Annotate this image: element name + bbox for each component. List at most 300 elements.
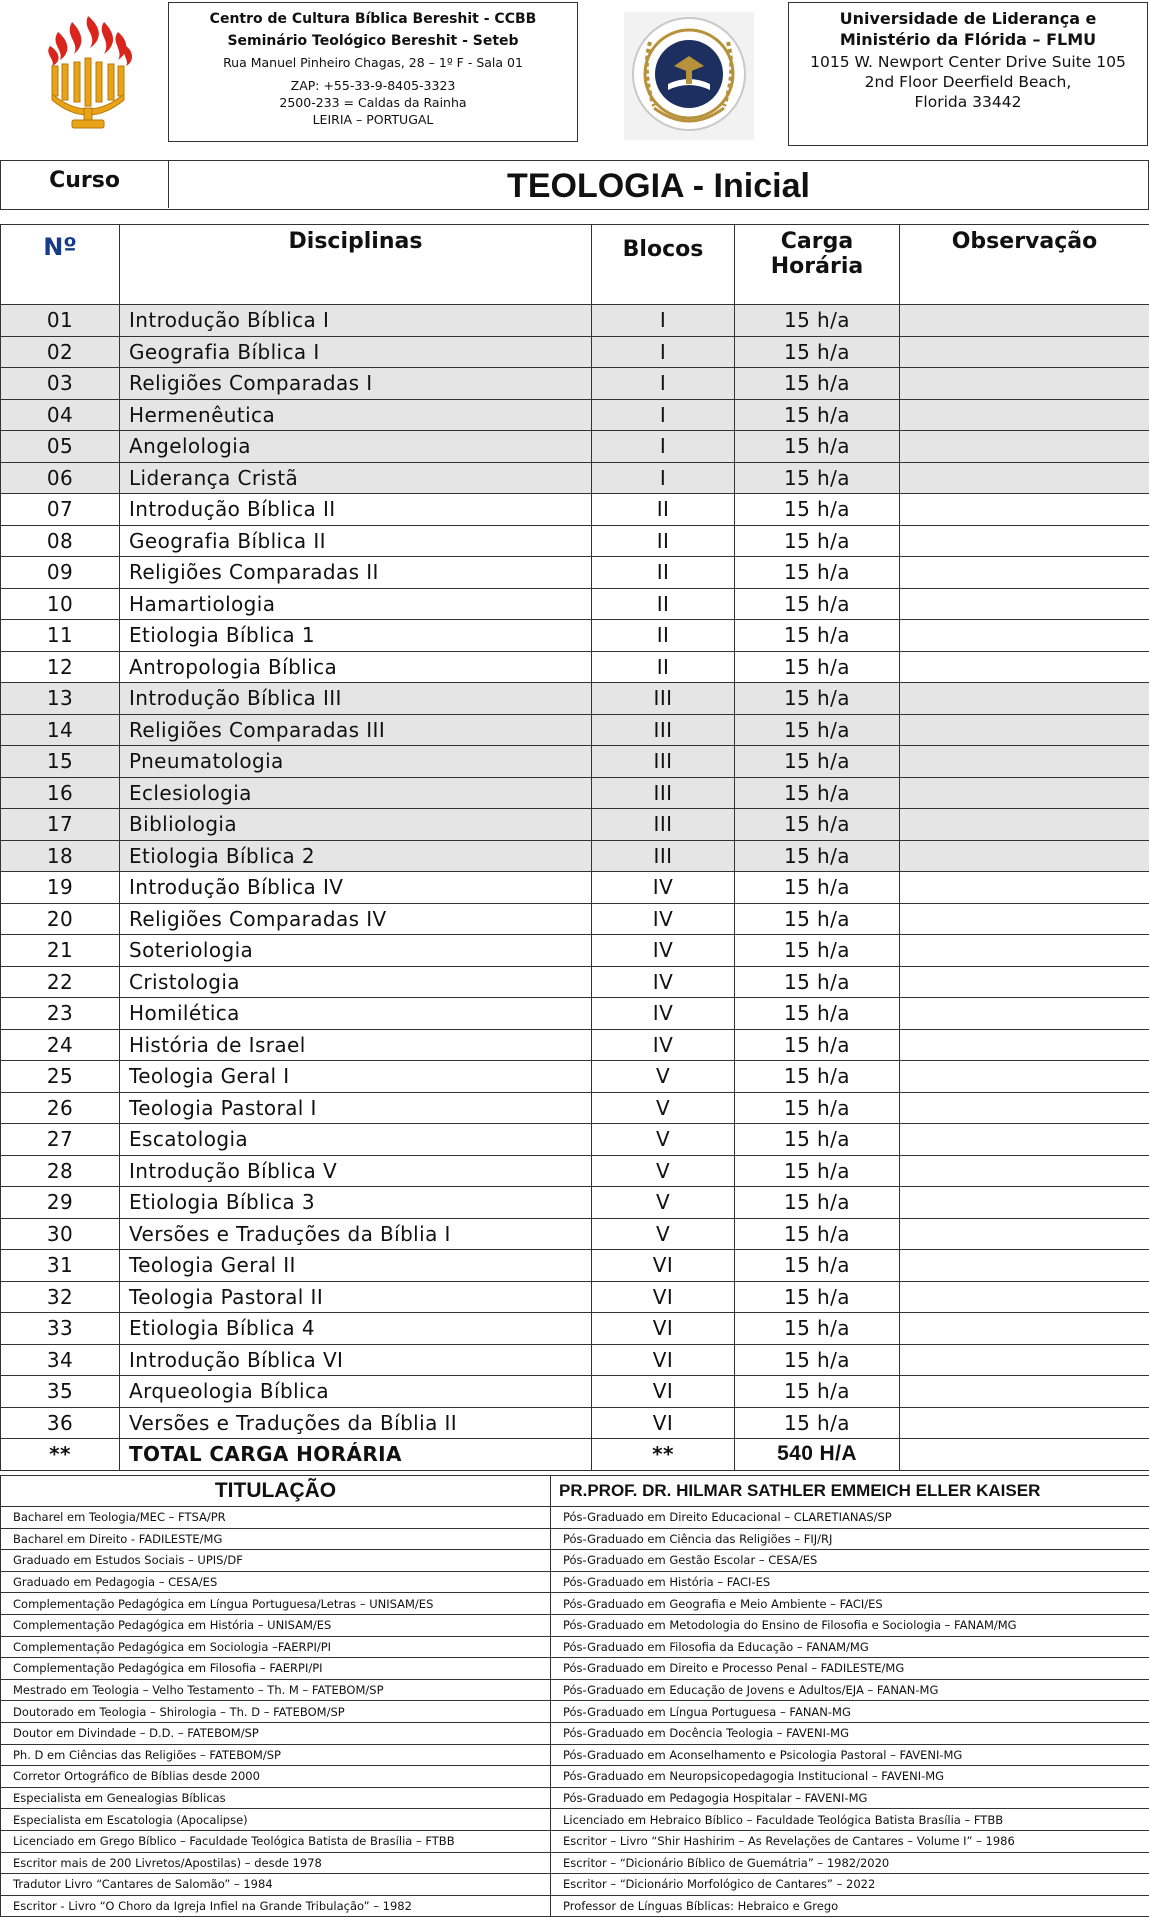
row-bloco: IV bbox=[592, 903, 735, 935]
row-bloco: V bbox=[592, 1155, 735, 1187]
row-observation bbox=[900, 872, 1149, 904]
row-number: 11 bbox=[1, 620, 120, 652]
row-hours: 15 h/a bbox=[735, 777, 900, 809]
row-bloco: III bbox=[592, 746, 735, 778]
row-discipline: Introdução Bíblica III bbox=[120, 683, 592, 715]
row-discipline: Introdução Bíblica I bbox=[120, 305, 592, 337]
title-right-item: Escritor – Livro “Shir Hashirim – As Revelações de Cantares – Volume I” – 1986 bbox=[551, 1830, 1149, 1852]
row-observation bbox=[900, 1124, 1149, 1156]
table-row bbox=[1, 714, 1149, 746]
course-title: TEOLOGIA - Inicial bbox=[169, 161, 1148, 208]
titles-row bbox=[1, 1550, 1149, 1572]
row-discipline: Religiões Comparadas IV bbox=[120, 903, 592, 935]
row-discipline: Introdução Bíblica IV bbox=[120, 872, 592, 904]
title-left-item: Complementação Pedagógica em Sociologia –FAERPI/PI bbox=[1, 1636, 551, 1658]
row-observation bbox=[900, 683, 1149, 715]
row-number: 12 bbox=[1, 651, 120, 683]
row-observation bbox=[900, 336, 1149, 368]
row-number: 09 bbox=[1, 557, 120, 589]
row-observation bbox=[900, 557, 1149, 589]
titles-header-row bbox=[1, 1476, 1149, 1507]
row-observation bbox=[900, 431, 1149, 463]
table-row bbox=[1, 1124, 1149, 1156]
row-hours: 15 h/a bbox=[735, 588, 900, 620]
row-hours: 15 h/a bbox=[735, 935, 900, 967]
header-observacao: Observação bbox=[900, 225, 1149, 305]
table-row bbox=[1, 557, 1149, 589]
header-carga-line1: Carga bbox=[735, 229, 899, 254]
row-bloco: VI bbox=[592, 1250, 735, 1282]
title-right-item: Licenciado em Hebraico Bíblico – Faculdade Teológica Batista Brasília – FTBB bbox=[551, 1809, 1149, 1831]
row-hours: 15 h/a bbox=[735, 1376, 900, 1408]
titles-row bbox=[1, 1571, 1149, 1593]
total-row bbox=[1, 1439, 1149, 1471]
row-discipline: Cristologia bbox=[120, 966, 592, 998]
row-discipline: Arqueologia Bíblica bbox=[120, 1376, 592, 1408]
row-hours: 15 h/a bbox=[735, 1061, 900, 1093]
row-hours: 15 h/a bbox=[735, 1124, 900, 1156]
header-carga-line2: Horária bbox=[735, 254, 899, 279]
table-row bbox=[1, 1061, 1149, 1093]
title-right-item: Professor de Línguas Bíblicas: Hebraico e Grego bbox=[551, 1895, 1149, 1917]
title-left-item: Especialista em Escatologia (Apocalipse) bbox=[1, 1809, 551, 1831]
row-number: 16 bbox=[1, 777, 120, 809]
row-number: 05 bbox=[1, 431, 120, 463]
table-row bbox=[1, 336, 1149, 368]
table-row bbox=[1, 1281, 1149, 1313]
row-discipline: Etiologia Bíblica 4 bbox=[120, 1313, 592, 1345]
titles-row bbox=[1, 1787, 1149, 1809]
row-number: 35 bbox=[1, 1376, 120, 1408]
table-row bbox=[1, 903, 1149, 935]
row-bloco: IV bbox=[592, 935, 735, 967]
row-observation bbox=[900, 525, 1149, 557]
row-bloco: I bbox=[592, 462, 735, 494]
header-blocos: Blocos bbox=[592, 225, 735, 305]
row-discipline: Homilética bbox=[120, 998, 592, 1030]
row-number: 26 bbox=[1, 1092, 120, 1124]
row-discipline: Soteriologia bbox=[120, 935, 592, 967]
row-hours: 15 h/a bbox=[735, 903, 900, 935]
row-discipline: Geografia Bíblica I bbox=[120, 336, 592, 368]
row-hours: 15 h/a bbox=[735, 368, 900, 400]
table-row bbox=[1, 399, 1149, 431]
row-observation bbox=[900, 1250, 1149, 1282]
row-number: 33 bbox=[1, 1313, 120, 1345]
row-bloco: I bbox=[592, 368, 735, 400]
row-observation bbox=[900, 494, 1149, 526]
row-observation bbox=[900, 651, 1149, 683]
flmu-address-line2: 2nd Floor Deerfield Beach, bbox=[789, 73, 1147, 91]
titles-row bbox=[1, 1744, 1149, 1766]
title-left-item: Doutorado em Teologia – Shirologia – Th. D – FATEBOM/SP bbox=[1, 1701, 551, 1723]
row-number: 25 bbox=[1, 1061, 120, 1093]
row-discipline: Eclesiologia bbox=[120, 777, 592, 809]
row-bloco: I bbox=[592, 336, 735, 368]
table-row bbox=[1, 462, 1149, 494]
row-hours: 15 h/a bbox=[735, 998, 900, 1030]
row-bloco: VI bbox=[592, 1376, 735, 1408]
row-bloco: II bbox=[592, 525, 735, 557]
row-observation bbox=[900, 1187, 1149, 1219]
row-discipline: Introdução Bíblica V bbox=[120, 1155, 592, 1187]
disciplines-body bbox=[1, 305, 1149, 1471]
disciplines-table bbox=[0, 224, 1149, 1471]
table-row bbox=[1, 305, 1149, 337]
table-header-row bbox=[1, 225, 1149, 305]
row-hours: 15 h/a bbox=[735, 1281, 900, 1313]
ccbb-phone: ZAP: +55-33-9-8405-3323 bbox=[169, 78, 577, 93]
row-discipline: Geografia Bíblica II bbox=[120, 525, 592, 557]
row-bloco: VI bbox=[592, 1407, 735, 1439]
row-bloco: VI bbox=[592, 1281, 735, 1313]
title-left-item: Doutor em Divindade – D.D. – FATEBOM/SP bbox=[1, 1722, 551, 1744]
row-discipline: Etiologia Bíblica 1 bbox=[120, 620, 592, 652]
row-observation bbox=[900, 903, 1149, 935]
row-observation bbox=[900, 935, 1149, 967]
title-right-item: Pós-Graduado em Docência Teologia – FAVENI-MG bbox=[551, 1722, 1149, 1744]
row-bloco: II bbox=[592, 557, 735, 589]
row-number: 32 bbox=[1, 1281, 120, 1313]
ccbb-postal: 2500-233 = Caldas da Rainha bbox=[169, 95, 577, 110]
row-bloco: III bbox=[592, 714, 735, 746]
row-number: 10 bbox=[1, 588, 120, 620]
row-bloco: III bbox=[592, 777, 735, 809]
table-row bbox=[1, 1218, 1149, 1250]
total-observation bbox=[900, 1439, 1149, 1471]
row-observation bbox=[900, 777, 1149, 809]
title-right-item: Pós-Graduado em Neuropsicopedagogia Institucional – FAVENI-MG bbox=[551, 1766, 1149, 1788]
row-number: 07 bbox=[1, 494, 120, 526]
row-number: 13 bbox=[1, 683, 120, 715]
row-hours: 15 h/a bbox=[735, 1092, 900, 1124]
row-bloco: II bbox=[592, 588, 735, 620]
row-observation bbox=[900, 1376, 1149, 1408]
row-discipline: Antropologia Bíblica bbox=[120, 651, 592, 683]
row-bloco: IV bbox=[592, 872, 735, 904]
row-discipline: Introdução Bíblica II bbox=[120, 494, 592, 526]
titles-row bbox=[1, 1679, 1149, 1701]
total-bloco: ** bbox=[592, 1439, 735, 1471]
title-right-item: Pós-Graduado em Pedagogia Hospitalar – FAVENI-MG bbox=[551, 1787, 1149, 1809]
row-discipline: Escatologia bbox=[120, 1124, 592, 1156]
row-number: 21 bbox=[1, 935, 120, 967]
titles-row bbox=[1, 1507, 1149, 1529]
title-right-item: Pós-Graduado em Língua Portuguesa – FANAN-MG bbox=[551, 1701, 1149, 1723]
ccbb-name: Centro de Cultura Bíblica Bereshit - CCBB bbox=[169, 11, 577, 27]
titles-row bbox=[1, 1766, 1149, 1788]
row-hours: 15 h/a bbox=[735, 525, 900, 557]
row-bloco: V bbox=[592, 1092, 735, 1124]
row-hours: 15 h/a bbox=[735, 620, 900, 652]
table-row bbox=[1, 1407, 1149, 1439]
row-bloco: V bbox=[592, 1124, 735, 1156]
row-discipline: Introdução Bíblica VI bbox=[120, 1344, 592, 1376]
row-observation bbox=[900, 1092, 1149, 1124]
row-hours: 15 h/a bbox=[735, 494, 900, 526]
total-hours: 540 H/A bbox=[735, 1439, 900, 1471]
row-number: 27 bbox=[1, 1124, 120, 1156]
document-header bbox=[0, 0, 1149, 146]
title-right-item: Pós-Graduado em Aconselhamento e Psicologia Pastoral – FAVENI-MG bbox=[551, 1744, 1149, 1766]
row-bloco: III bbox=[592, 809, 735, 841]
row-discipline: Religiões Comparadas III bbox=[120, 714, 592, 746]
row-observation bbox=[900, 1281, 1149, 1313]
row-number: 04 bbox=[1, 399, 120, 431]
row-discipline: Pneumatologia bbox=[120, 746, 592, 778]
row-bloco: VI bbox=[592, 1344, 735, 1376]
header-disciplinas: Disciplinas bbox=[120, 225, 592, 305]
row-discipline: Bibliologia bbox=[120, 809, 592, 841]
row-number: 01 bbox=[1, 305, 120, 337]
header-carga bbox=[735, 225, 900, 305]
table-row bbox=[1, 777, 1149, 809]
row-discipline: Angelologia bbox=[120, 431, 592, 463]
row-bloco: IV bbox=[592, 998, 735, 1030]
row-number: 34 bbox=[1, 1344, 120, 1376]
title-left-item: Escritor - Livro “O Choro da Igreja Infiel na Grande Tribulação” – 1982 bbox=[1, 1895, 551, 1917]
table-row bbox=[1, 966, 1149, 998]
ccbb-address: Rua Manuel Pinheiro Chagas, 28 – 1º F - Sala 01 bbox=[169, 55, 577, 70]
flmu-name-line1: Universidade de Liderança e bbox=[789, 9, 1147, 28]
row-hours: 15 h/a bbox=[735, 809, 900, 841]
row-number: 19 bbox=[1, 872, 120, 904]
title-right-item: Pós-Graduado em Direito e Processo Penal – FADILESTE/MG bbox=[551, 1658, 1149, 1680]
row-observation bbox=[900, 840, 1149, 872]
titles-row bbox=[1, 1636, 1149, 1658]
row-observation bbox=[900, 809, 1149, 841]
table-row bbox=[1, 1344, 1149, 1376]
row-hours: 15 h/a bbox=[735, 1344, 900, 1376]
title-right-item: Pós-Graduado em Ciência das Religiões – FIJ/RJ bbox=[551, 1528, 1149, 1550]
row-discipline: Teologia Geral II bbox=[120, 1250, 592, 1282]
title-left-item: Graduado em Pedagogia – CESA/ES bbox=[1, 1571, 551, 1593]
row-bloco: V bbox=[592, 1218, 735, 1250]
title-left-item: Especialista em Genealogias Bíblicas bbox=[1, 1787, 551, 1809]
row-discipline: Versões e Traduções da Bíblia I bbox=[120, 1218, 592, 1250]
row-bloco: I bbox=[592, 399, 735, 431]
row-observation bbox=[900, 305, 1149, 337]
row-observation bbox=[900, 1313, 1149, 1345]
row-bloco: I bbox=[592, 431, 735, 463]
row-observation bbox=[900, 1407, 1149, 1439]
table-row bbox=[1, 368, 1149, 400]
table-row bbox=[1, 1250, 1149, 1282]
row-hours: 15 h/a bbox=[735, 305, 900, 337]
row-discipline: Hermenêutica bbox=[120, 399, 592, 431]
title-right-item: Pós-Graduado em Metodologia do Ensino de Filosofia e Sociologia – FANAM/MG bbox=[551, 1614, 1149, 1636]
row-discipline: Teologia Pastoral II bbox=[120, 1281, 592, 1313]
table-row bbox=[1, 1187, 1149, 1219]
title-left-item: Bacharel em Teologia/MEC – FTSA/PR bbox=[1, 1507, 551, 1529]
table-row bbox=[1, 683, 1149, 715]
titles-row bbox=[1, 1528, 1149, 1550]
title-right-item: Pós-Graduado em Geografia e Meio Ambiente – FACI/ES bbox=[551, 1593, 1149, 1615]
menorah-flame-icon bbox=[42, 12, 134, 136]
table-row bbox=[1, 809, 1149, 841]
title-left-item: Complementação Pedagógica em Filosofia – FAERPI/PI bbox=[1, 1658, 551, 1680]
table-row bbox=[1, 494, 1149, 526]
titles-row bbox=[1, 1701, 1149, 1723]
row-discipline: História de Israel bbox=[120, 1029, 592, 1061]
titles-table bbox=[0, 1475, 1149, 1917]
table-row bbox=[1, 872, 1149, 904]
ccbb-info-box bbox=[168, 2, 578, 142]
row-hours: 15 h/a bbox=[735, 1250, 900, 1282]
row-discipline: Hamartiologia bbox=[120, 588, 592, 620]
row-discipline: Religiões Comparadas II bbox=[120, 557, 592, 589]
row-hours: 15 h/a bbox=[735, 746, 900, 778]
row-hours: 15 h/a bbox=[735, 336, 900, 368]
seteb-name: Seminário Teológico Bereshit - Seteb bbox=[169, 33, 577, 49]
table-row bbox=[1, 620, 1149, 652]
row-bloco: I bbox=[592, 305, 735, 337]
row-observation bbox=[900, 399, 1149, 431]
row-hours: 15 h/a bbox=[735, 651, 900, 683]
table-row bbox=[1, 1092, 1149, 1124]
title-left-item: Licenciado em Grego Bíblico – Faculdade Teológica Batista de Brasília – FTBB bbox=[1, 1830, 551, 1852]
table-row bbox=[1, 1376, 1149, 1408]
table-row bbox=[1, 588, 1149, 620]
course-label: Curso bbox=[1, 161, 169, 208]
titles-body bbox=[1, 1507, 1149, 1917]
row-hours: 15 h/a bbox=[735, 431, 900, 463]
row-observation bbox=[900, 746, 1149, 778]
row-observation bbox=[900, 1061, 1149, 1093]
row-discipline: Religiões Comparadas I bbox=[120, 368, 592, 400]
table-row bbox=[1, 746, 1149, 778]
row-hours: 15 h/a bbox=[735, 1407, 900, 1439]
total-label: TOTAL CARGA HORÁRIA bbox=[120, 1439, 592, 1471]
row-hours: 15 h/a bbox=[735, 683, 900, 715]
row-number: 06 bbox=[1, 462, 120, 494]
ccbb-city: LEIRIA – PORTUGAL bbox=[169, 112, 577, 127]
titles-header-right: PR.PROF. DR. HILMAR SATHLER EMMEICH ELLER KAISER bbox=[551, 1476, 1149, 1507]
titles-header-left: TITULAÇÃO bbox=[1, 1476, 551, 1507]
title-right-item: Pós-Graduado em Gestão Escolar – CESA/ES bbox=[551, 1550, 1149, 1572]
row-discipline: Teologia Geral I bbox=[120, 1061, 592, 1093]
table-row bbox=[1, 431, 1149, 463]
row-number: 24 bbox=[1, 1029, 120, 1061]
title-right-item: Escritor – “Dicionário Morfológico de Cantares” – 2022 bbox=[551, 1874, 1149, 1896]
table-row bbox=[1, 840, 1149, 872]
title-right-item: Pós-Graduado em História – FACI-ES bbox=[551, 1571, 1149, 1593]
row-observation bbox=[900, 620, 1149, 652]
row-observation bbox=[900, 1029, 1149, 1061]
row-number: 22 bbox=[1, 966, 120, 998]
row-bloco: III bbox=[592, 840, 735, 872]
row-bloco: III bbox=[592, 683, 735, 715]
title-left-item: Complementação Pedagógica em História – UNISAM/ES bbox=[1, 1614, 551, 1636]
row-number: 28 bbox=[1, 1155, 120, 1187]
row-observation bbox=[900, 714, 1149, 746]
row-observation bbox=[900, 966, 1149, 998]
header-number: Nº bbox=[1, 225, 120, 305]
row-hours: 15 h/a bbox=[735, 714, 900, 746]
row-observation bbox=[900, 462, 1149, 494]
row-discipline: Liderança Cristã bbox=[120, 462, 592, 494]
row-hours: 15 h/a bbox=[735, 557, 900, 589]
title-left-item: Graduado em Estudos Sociais – UPIS/DF bbox=[1, 1550, 551, 1572]
row-number: 29 bbox=[1, 1187, 120, 1219]
row-number: 30 bbox=[1, 1218, 120, 1250]
table-row bbox=[1, 935, 1149, 967]
row-number: 31 bbox=[1, 1250, 120, 1282]
row-number: 23 bbox=[1, 998, 120, 1030]
titles-row bbox=[1, 1722, 1149, 1744]
course-bar bbox=[0, 160, 1149, 210]
row-number: 20 bbox=[1, 903, 120, 935]
row-discipline: Etiologia Bíblica 2 bbox=[120, 840, 592, 872]
row-observation bbox=[900, 1155, 1149, 1187]
row-hours: 15 h/a bbox=[735, 872, 900, 904]
university-seal-icon bbox=[624, 12, 754, 140]
title-left-item: Bacharel em Direito - FADILESTE/MG bbox=[1, 1528, 551, 1550]
row-number: 02 bbox=[1, 336, 120, 368]
table-row bbox=[1, 1155, 1149, 1187]
row-number: 03 bbox=[1, 368, 120, 400]
title-left-item: Escritor mais de 200 Livretos/Apostilas) – desde 1978 bbox=[1, 1852, 551, 1874]
row-bloco: IV bbox=[592, 1029, 735, 1061]
row-number: 36 bbox=[1, 1407, 120, 1439]
table-row bbox=[1, 998, 1149, 1030]
row-number: 14 bbox=[1, 714, 120, 746]
row-hours: 15 h/a bbox=[735, 462, 900, 494]
row-number: 08 bbox=[1, 525, 120, 557]
flmu-name-line2: Ministério da Flórida – FLMU bbox=[789, 30, 1147, 49]
row-bloco: II bbox=[592, 620, 735, 652]
row-hours: 15 h/a bbox=[735, 966, 900, 998]
title-left-item: Mestrado em Teologia – Velho Testamento – Th. M – FATEBOM/SP bbox=[1, 1679, 551, 1701]
row-number: 17 bbox=[1, 809, 120, 841]
title-left-item: Ph. D em Ciências das Religiões – FATEBOM/SP bbox=[1, 1744, 551, 1766]
table-row bbox=[1, 525, 1149, 557]
title-left-item: Corretor Ortográfico de Bíblias desde 2000 bbox=[1, 1766, 551, 1788]
row-observation bbox=[900, 1344, 1149, 1376]
row-bloco: IV bbox=[592, 966, 735, 998]
title-right-item: Pós-Graduado em Filosofia da Educação – FANAM/MG bbox=[551, 1636, 1149, 1658]
row-observation bbox=[900, 368, 1149, 400]
row-discipline: Versões e Traduções da Bíblia II bbox=[120, 1407, 592, 1439]
row-observation bbox=[900, 1218, 1149, 1250]
titles-row bbox=[1, 1593, 1149, 1615]
titles-row bbox=[1, 1830, 1149, 1852]
titles-row bbox=[1, 1614, 1149, 1636]
titles-row bbox=[1, 1852, 1149, 1874]
title-right-item: Pós-Graduado em Direito Educacional – CLARETIANAS/SP bbox=[551, 1507, 1149, 1529]
row-hours: 15 h/a bbox=[735, 1029, 900, 1061]
title-left-item: Complementação Pedagógica em Língua Portuguesa/Letras – UNISAM/ES bbox=[1, 1593, 551, 1615]
row-number: 15 bbox=[1, 746, 120, 778]
row-bloco: VI bbox=[592, 1313, 735, 1345]
row-hours: 15 h/a bbox=[735, 1218, 900, 1250]
row-bloco: V bbox=[592, 1061, 735, 1093]
flmu-info-box bbox=[788, 2, 1148, 146]
titles-row bbox=[1, 1874, 1149, 1896]
row-discipline: Teologia Pastoral I bbox=[120, 1092, 592, 1124]
row-hours: 15 h/a bbox=[735, 399, 900, 431]
total-number: ** bbox=[1, 1439, 120, 1471]
title-left-item: Tradutor Livro “Cantares de Salomão” – 1984 bbox=[1, 1874, 551, 1896]
row-observation bbox=[900, 588, 1149, 620]
flmu-address-line1: 1015 W. Newport Center Drive Suite 105 bbox=[789, 53, 1147, 71]
row-hours: 15 h/a bbox=[735, 1155, 900, 1187]
flmu-address-line3: Florida 33442 bbox=[789, 93, 1147, 111]
row-discipline: Etiologia Bíblica 3 bbox=[120, 1187, 592, 1219]
row-observation bbox=[900, 998, 1149, 1030]
table-row bbox=[1, 1313, 1149, 1345]
row-bloco: V bbox=[592, 1187, 735, 1219]
